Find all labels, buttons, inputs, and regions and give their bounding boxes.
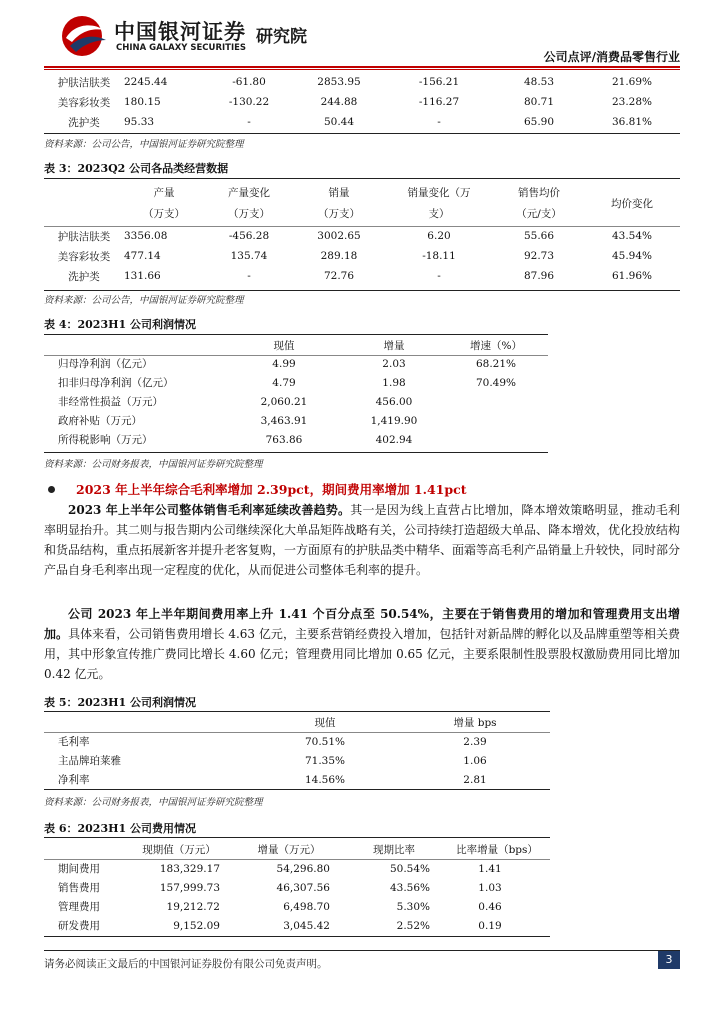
table5-header-rule (44, 732, 550, 733)
table4-header: 现值 (273, 339, 295, 352)
table-cell: 3,463.91 (260, 414, 308, 427)
table-row (44, 770, 550, 789)
table5-header-row (44, 712, 550, 732)
table-cell: 43.54% (611, 230, 653, 242)
table6-header: 现期比率 (373, 843, 415, 856)
report-category: 公司点评/消费品零售行业 (543, 50, 680, 64)
table3-header-rule (44, 226, 680, 227)
row-label: 归母净利润（亿元） (58, 358, 153, 370)
table-cell: 9,152.09 (173, 919, 220, 932)
table-cell: 55.66 (523, 230, 555, 242)
table-row (44, 392, 548, 411)
table5 (44, 712, 550, 789)
table-cell: 19,212.72 (166, 900, 220, 913)
table-cell: 6,498.70 (283, 900, 330, 913)
row-label: 管理费用 (58, 901, 100, 913)
table-cell: 1.98 (382, 376, 406, 389)
table3-source: 资料来源：公司公告，中国银河证券研究院整理 (44, 295, 244, 306)
company-logo (60, 14, 310, 58)
table-cell: 2.39 (463, 735, 487, 748)
table-cell: 46,307.56 (276, 881, 330, 894)
table-cell: 131.66 (124, 270, 161, 282)
table3-header: 产量变化 （万支） (228, 187, 270, 220)
table-cell: 43.56% (389, 881, 430, 894)
table3-title: 表 3：2023Q2 公司各品类经营数据 (44, 162, 229, 175)
table-cell: 2245.44 (124, 76, 168, 88)
table3-header: 销售均价 （元/支） (516, 187, 562, 220)
table-cell: 157,999.73 (159, 881, 220, 894)
table-cell: 65.90 (523, 116, 555, 128)
table3-header: 均价变化 (611, 197, 653, 210)
table-cell: 3,045.42 (283, 919, 330, 932)
table3-header: 产量 （万支） (143, 187, 185, 220)
table6-header: 现期值（万元） (142, 843, 216, 856)
header-divider-thin (44, 69, 680, 70)
row-label: 主品牌珀莱雅 (58, 755, 121, 767)
section-heading: 2023 年上半年综合毛利率增加 2.39pct，期间费用率增加 1.41pct (76, 482, 467, 497)
logo-text-en: CHINA GALAXY SECURITIES (116, 43, 247, 53)
row-label: 洗护类 (68, 116, 100, 129)
table-row (44, 373, 548, 392)
table6-header-rule (44, 859, 550, 860)
table4-header: 增量 (383, 339, 405, 352)
row-label: 扣非归母净利润（亿元） (58, 377, 174, 389)
table-cell: 6.20 (427, 230, 451, 242)
table-cell: 87.96 (523, 270, 555, 282)
table6-bottom-rule (44, 936, 550, 937)
table-cell: - (437, 116, 441, 128)
table-row (44, 859, 550, 878)
table-row (44, 732, 550, 751)
table3-header: 销量 （万支） (318, 187, 360, 220)
table-cell: 402.94 (375, 433, 413, 446)
row-label: 期间费用 (58, 863, 100, 875)
table-cell: - (247, 116, 251, 128)
row-label: 洗护类 (68, 270, 100, 283)
table5-source: 资料来源：公司财务报表，中国银河证券研究院整理 (44, 797, 263, 808)
table-cell: 45.94% (611, 250, 653, 262)
table-cell: 244.88 (320, 96, 358, 108)
table-cell: - (247, 270, 251, 282)
row-label: 政府补贴（万元） (58, 415, 142, 427)
table-row (44, 897, 550, 916)
table-cell: 68.21% (475, 357, 517, 370)
table-cell: 1.41 (478, 862, 502, 875)
table-cell: 70.51% (304, 735, 346, 748)
table6-title: 表 6：2023H1 公司费用情况 (44, 822, 196, 835)
table-cell: 14.56% (304, 773, 346, 786)
table6-header: 比率增量（bps） (456, 843, 538, 856)
paragraph-gross-margin: 2023 年上半年公司整体销售毛利率延续改善趋势。其一是因为线上直营占比增加，降本增效策略明显，推动毛利率明显抬升。其二则与报告期内公司继续深化大单品矩阵战略有关，公司持续打造超级大单品、降本增效，优化投放结构和货品结构，重点拓展新客并提升老客复购，一方面原有的护肤品类中精华、面霜等高毛利产品销量上升较快，同时部分产品自身毛利率出现一定程度的优化，从而促进公司整体毛利率的提升。 (44, 503, 681, 577)
table3-bottom-rule (44, 290, 680, 291)
table-cell: 48.53 (523, 76, 555, 88)
galaxy-logo-icon (60, 14, 108, 58)
table-cell: 3356.08 (124, 230, 168, 242)
table-cell: 763.86 (265, 433, 303, 446)
row-label: 净利率 (58, 774, 90, 786)
table-cell: 477.14 (124, 250, 161, 262)
table4 (44, 336, 548, 449)
bullet-icon (48, 486, 55, 493)
table-cell: 2.03 (382, 357, 406, 370)
table4-title: 表 4：2023H1 公司利润情况 (44, 318, 196, 331)
table-cell: - (437, 270, 441, 282)
table-row (44, 72, 680, 92)
table4-top-rule (44, 334, 548, 335)
page-number: 3 (658, 951, 680, 969)
table5-bottom-rule (44, 789, 550, 790)
table-cell: 289.18 (320, 250, 358, 262)
row-label: 销售费用 (58, 882, 100, 894)
table-cell: 4.99 (272, 357, 296, 370)
table-row (44, 112, 680, 132)
table6-top-rule (44, 837, 550, 838)
table-cell: 72.76 (323, 270, 355, 282)
header-divider (44, 66, 680, 68)
table-row (44, 430, 548, 449)
table-cell: 61.96% (611, 270, 653, 282)
table-cell: 36.81% (611, 116, 653, 128)
row-label: 非经常性损益（万元） (58, 396, 163, 408)
table-row (44, 354, 548, 373)
table-cell: -156.21 (418, 76, 460, 88)
table-row (44, 878, 550, 897)
table-row (44, 411, 548, 430)
table-cell: 2853.95 (317, 76, 361, 88)
table-cell: 1.03 (478, 881, 502, 894)
table-cell: 80.71 (523, 96, 555, 108)
table-row (44, 751, 550, 770)
table4-bottom-rule (44, 452, 548, 453)
table-top-source: 资料来源：公司公告，中国银河证券研究院整理 (44, 139, 244, 150)
table5-title: 表 5：2023H1 公司利润情况 (44, 696, 196, 709)
table-cell: 21.69% (611, 76, 653, 88)
table3-header-row (44, 180, 680, 226)
row-label: 毛利率 (58, 736, 90, 748)
table-cell: 1.06 (463, 754, 487, 767)
table-cell: 180.15 (124, 96, 161, 108)
table-cell: 2,060.21 (260, 395, 308, 408)
logo-text-cn: 中国银河证券 (114, 20, 246, 44)
table4-header-row (44, 336, 548, 354)
table-cell: 95.33 (124, 116, 155, 128)
table-row (44, 92, 680, 112)
table-cell: -18.11 (422, 250, 456, 262)
table-cell: 5.30% (396, 900, 430, 913)
table-cell: 183,329.17 (159, 862, 220, 875)
table-cell: 23.28% (611, 96, 653, 108)
logo-text-institute: 研究院 (256, 27, 307, 47)
table-cell: -116.27 (418, 96, 460, 108)
table-cell: -61.80 (232, 76, 266, 88)
footer-disclaimer: 请务必阅读正文最后的中国银河证券股份有限公司免责声明。 (44, 958, 328, 970)
table-cell: 92.73 (523, 250, 555, 262)
table-row (44, 266, 680, 286)
table-cell: 2.81 (463, 773, 487, 786)
table-cell (444, 430, 548, 449)
table3-header: 销量变化（万 支） (407, 187, 471, 220)
table-row (44, 916, 550, 935)
table4-header-rule (44, 355, 548, 356)
table-cell: 0.19 (478, 919, 502, 932)
table-cell: 1,419.90 (370, 414, 418, 427)
table4-header: 增速（%） (470, 339, 522, 352)
table-cell: 70.49% (475, 376, 517, 389)
row-label: 护肤洁肤类 (57, 76, 111, 89)
table6 (44, 839, 550, 935)
table4-source: 资料来源：公司财务报表，中国银河证券研究院整理 (44, 459, 263, 470)
table-cell: 2.52% (396, 919, 430, 932)
table-row (44, 226, 680, 246)
row-label: 美容彩妆类 (57, 250, 111, 263)
table5-header: 增量 bps (453, 716, 497, 729)
table3-top-rule (44, 178, 680, 179)
table6-header: 增量（万元） (257, 843, 321, 856)
row-label: 所得税影响（万元） (58, 434, 153, 446)
table-cell: 3002.65 (317, 230, 361, 242)
table-top-bottom-rule (44, 133, 680, 134)
table-cell: 50.44 (323, 116, 355, 128)
row-label: 美容彩妆类 (57, 96, 111, 109)
table-cell: 4.79 (272, 376, 296, 389)
table-row (44, 246, 680, 266)
table-cell: 135.74 (230, 250, 268, 262)
row-label: 护肤洁肤类 (57, 230, 111, 243)
table5-header: 现值 (314, 716, 336, 729)
table3 (44, 180, 680, 286)
table-cell: -130.22 (228, 96, 270, 108)
table-cell: 0.46 (478, 900, 502, 913)
table-cell: 456.00 (375, 395, 413, 408)
table-cell: -456.28 (228, 230, 270, 242)
row-label: 研发费用 (58, 920, 100, 932)
table-cell (444, 392, 548, 411)
footer-divider (44, 950, 680, 951)
paragraph-expense-ratio: 公司 2023 年上半年期间费用率上升 1.41 个百分点至 50.54%，主要在于销售费用的增加和管理费用支出增加。具体来看，公司销售费用增长 4.63 亿元，主要系营销经费投入增加，包括针对新品牌的孵化以及品牌重塑等相关费用，其中形象宣传推广费同比增长 4.60 亿元；管理费用同比增加 0.65 亿元，主要系限制性股票股权激励费用同比增加 0.42 亿元。 (44, 607, 680, 681)
table-cell (444, 411, 548, 430)
table6-header-row (44, 839, 550, 859)
table-cell: 71.35% (304, 754, 346, 767)
table-top-continued (44, 72, 680, 132)
table-cell: 50.54% (389, 862, 430, 875)
table-cell: 54,296.80 (276, 862, 330, 875)
